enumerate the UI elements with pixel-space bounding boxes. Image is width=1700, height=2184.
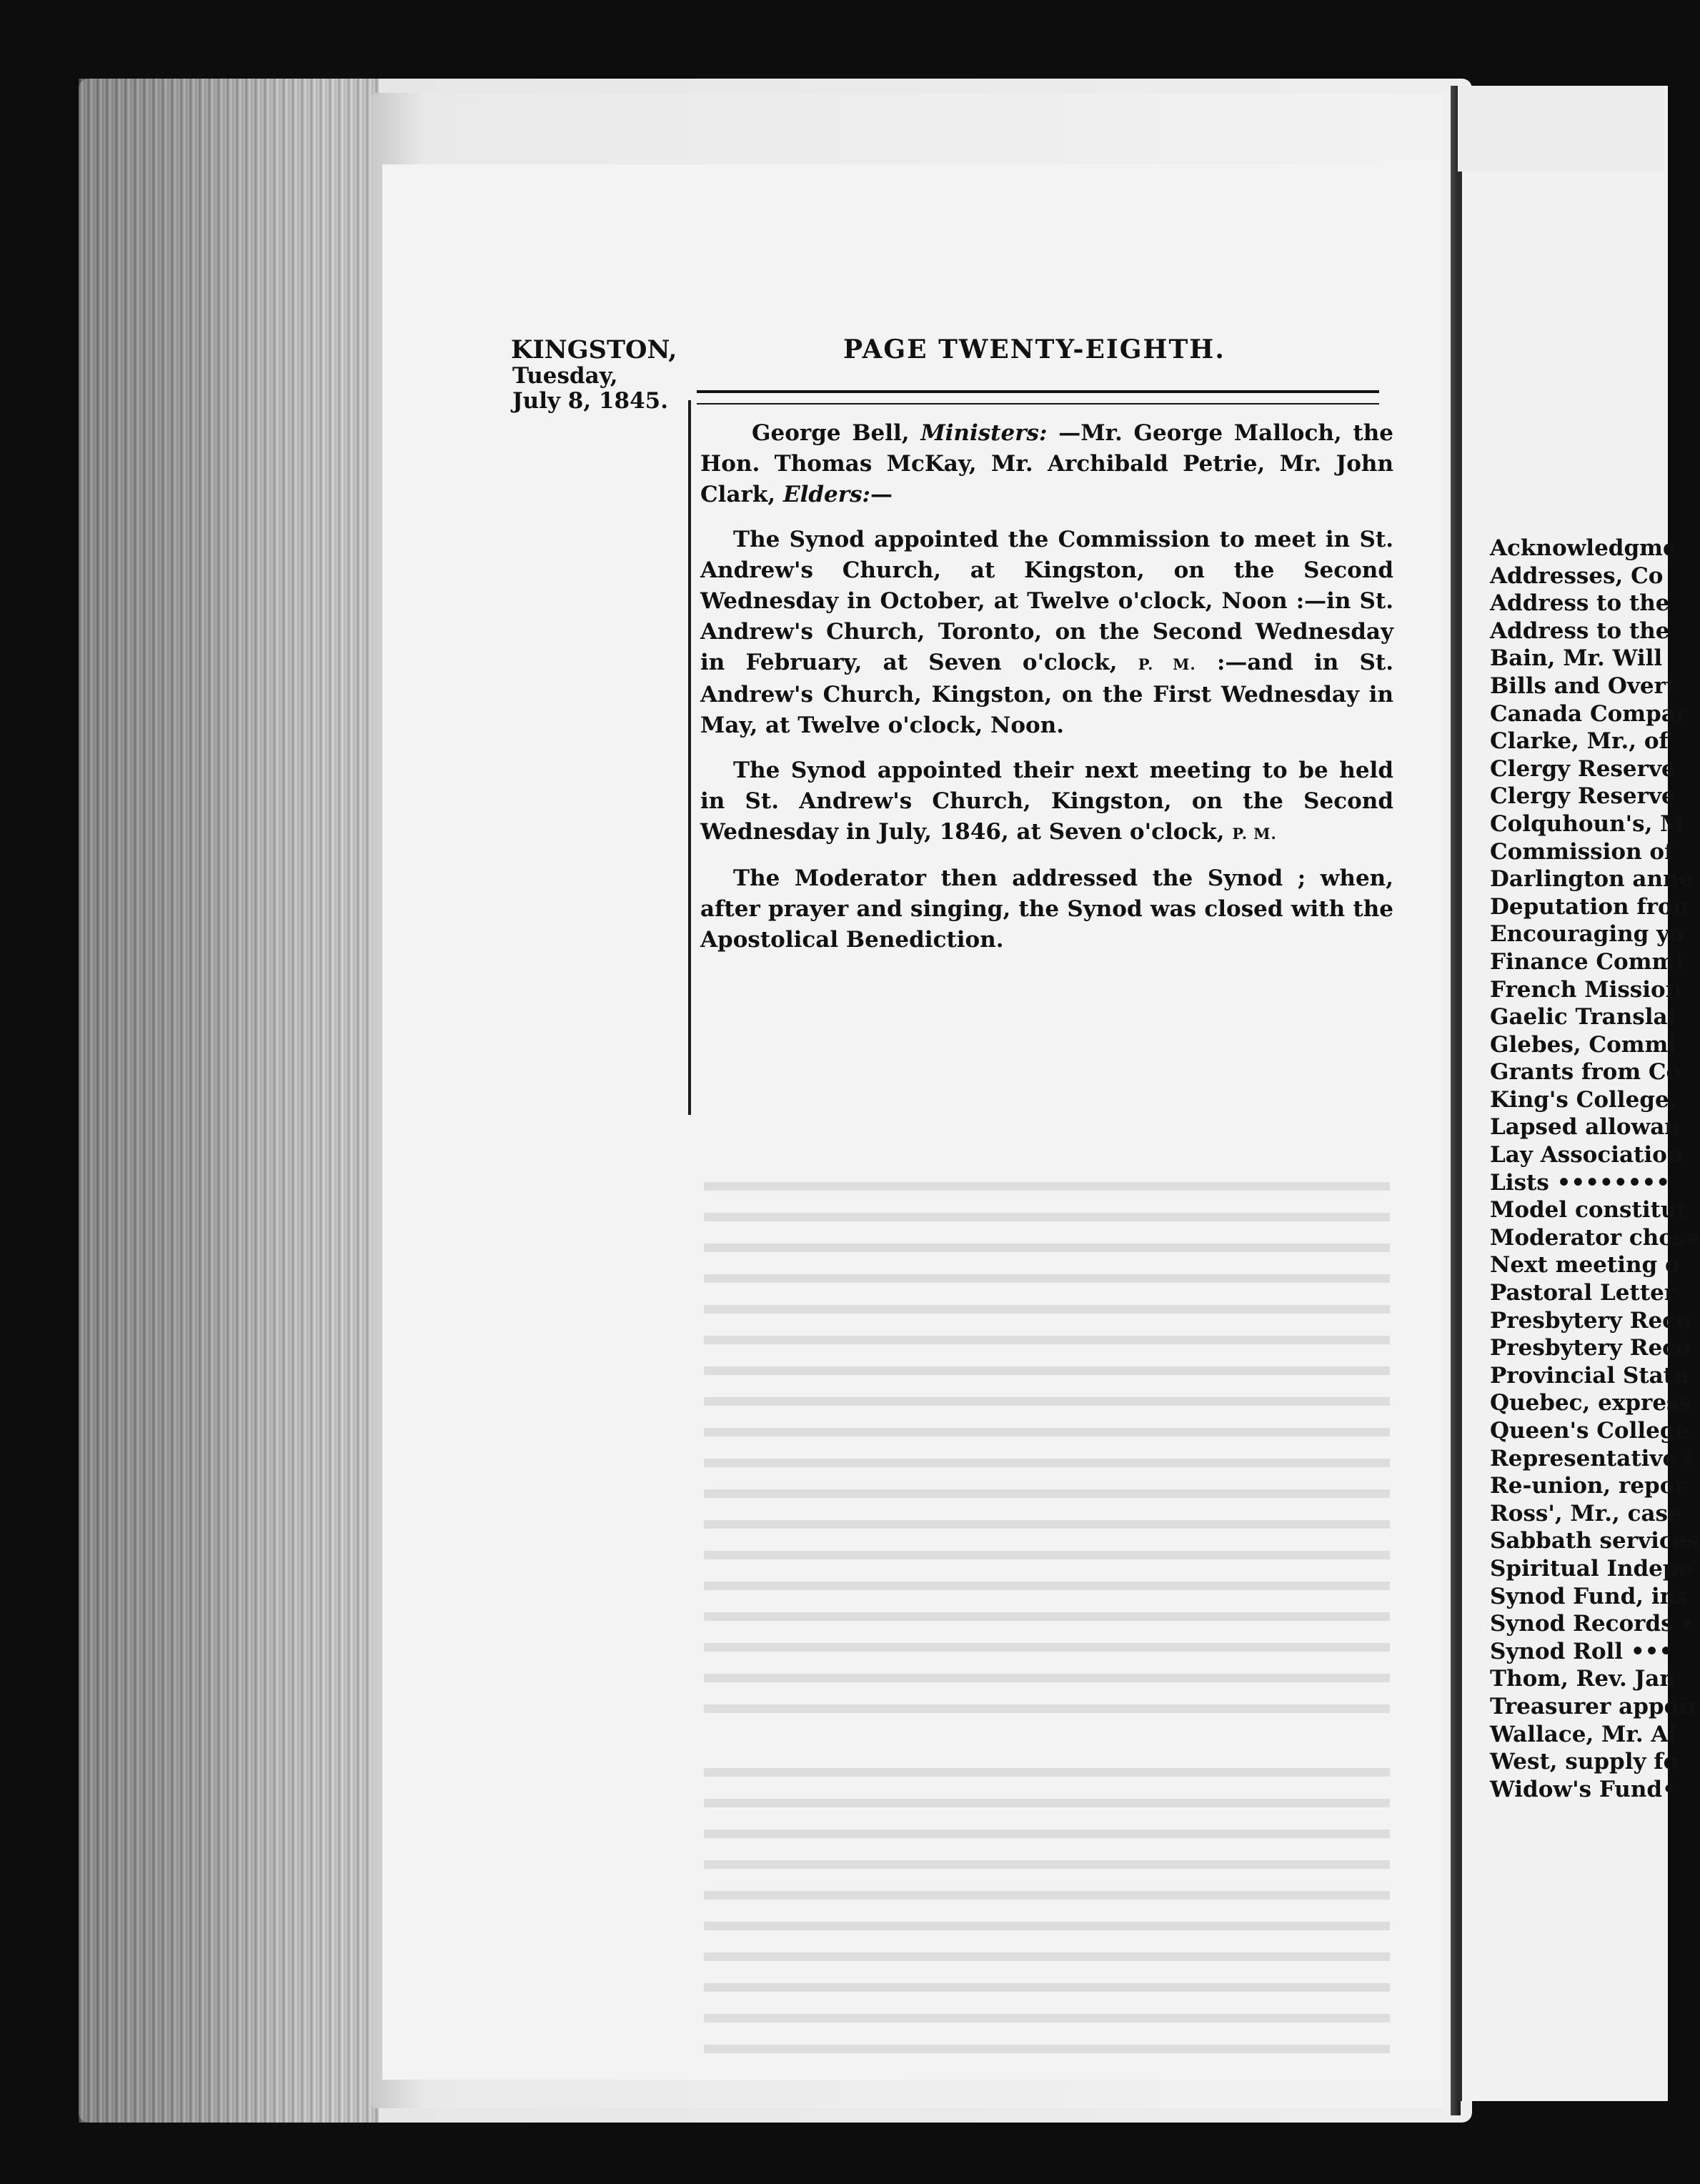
paragraph-commission <box>700 525 1393 741</box>
index-entry: Pastoral Letter <box>1490 1280 1676 1306</box>
index-entry: Moderator chose <box>1490 1224 1700 1251</box>
index-entry: Finance Commi <box>1490 948 1684 975</box>
bleed-through-texture <box>704 1172 1390 1729</box>
index-entry: Queen's College <box>1490 1418 1690 1444</box>
text-run: —Mr. George Malloch, the Hon. Thomas McKay, Mr. Archibald Petrie, Mr. John Clark, <box>700 420 1393 507</box>
text-run: — <box>870 482 893 507</box>
index-entry: Glebes, Commi <box>1490 1031 1677 1058</box>
index-entry: Sabbath services <box>1490 1528 1699 1554</box>
index-list <box>1490 535 1700 1803</box>
index-entry: Lapsed allowan <box>1490 1114 1681 1141</box>
index-entry: Widow's Fund• <box>1490 1776 1676 1802</box>
index-entry: Lists •••••••• <box>1490 1169 1671 1196</box>
index-entry: Encouraging yo <box>1490 921 1684 948</box>
index-entry: Clergy Reserve <box>1490 755 1676 782</box>
index-entry: Darlington anne <box>1490 866 1694 893</box>
index-entry: Clergy Reserve <box>1490 783 1676 810</box>
index-entry: Re-union, repor <box>1490 1473 1686 1499</box>
index-entry: Next meeting o <box>1490 1252 1680 1279</box>
text-run: The Synod appointed their next meeting to be held in St. Andrew's Church, Kingston, on the Second Wednesday in July, 1846, at Seven o'clock, <box>700 758 1393 845</box>
paragraph-next-meeting <box>700 755 1393 849</box>
index-entry: Provincial Statu <box>1490 1362 1690 1389</box>
index-entry: Wallace, Mr. Al <box>1490 1721 1677 1747</box>
bleed-through-texture-lower <box>704 1758 1390 2058</box>
index-entry: Synod Records • <box>1490 1611 1696 1637</box>
index-entry: Grants from Co <box>1490 1059 1681 1086</box>
body-text <box>700 418 1393 970</box>
right-page-top <box>1458 86 1664 172</box>
index-entry: Synod Roll ••• <box>1490 1638 1674 1664</box>
title-double-rule <box>697 390 1379 404</box>
text-run: :—and in St. Andrew's Church, Kingston, on the First Wednesday in May, at Twelve o'clock, Noon. <box>700 650 1394 738</box>
page-title: PAGE TWENTY-EIGHTH. <box>843 334 1226 364</box>
index-entry: Spiritual Indepe <box>1490 1555 1693 1582</box>
index-entry: Canada Compar <box>1490 700 1688 727</box>
index-entry: Quebec, express <box>1490 1390 1691 1416</box>
italic-label-elders: Elders: <box>782 482 870 507</box>
index-entry: Synod Fund, ins <box>1490 1583 1689 1609</box>
index-entry: Commission of <box>1490 838 1674 865</box>
index-entry: Acknowledgme <box>1490 535 1677 561</box>
index-entry: Presbytery Reco <box>1490 1307 1691 1334</box>
text-run: The Synod appointed the Commission to meet in St. Andrew's Church, at Kingston, on the Second Wednesday in October, at Twelve o'clock, Noon :—in St. Andrew's Church, Toronto, on the Second Wednesday in February, at Seven o'clock, <box>700 527 1393 675</box>
paragraph-members <box>700 418 1393 510</box>
text-run: George Bell, <box>752 420 921 446</box>
column-rule <box>688 400 691 1115</box>
index-entry: King's College, <box>1490 1086 1677 1113</box>
margin-day: Tuesday, <box>512 363 618 389</box>
index-entry: Gaelic Translat <box>1490 1004 1678 1031</box>
text-run: The Moderator then addressed the Synod ; when, after prayer and singing, the Synod was closed with the Apostolical Benediction. <box>700 865 1393 953</box>
index-entry: French Mission <box>1490 976 1682 1003</box>
index-entry: Presbytery Reco <box>1490 1335 1691 1361</box>
index-entry: Ross', Mr., case <box>1490 1500 1682 1527</box>
index-entry: Thom, Rev. Jan <box>1490 1666 1676 1692</box>
index-entry: West, supply fo <box>1490 1749 1679 1775</box>
index-entry: Deputation fron <box>1490 893 1689 920</box>
page-edges <box>79 79 379 2123</box>
index-entry: Bain, Mr. Will <box>1490 645 1663 672</box>
index-entry: Colquhoun's, M <box>1490 810 1685 837</box>
small-caps-pm: P. M. <box>1232 825 1277 843</box>
italic-label-ministers: Ministers: <box>920 420 1048 446</box>
margin-date: July 8, 1845. <box>512 387 669 414</box>
small-caps-pm: P. M. <box>1138 655 1196 673</box>
index-entry: Bills and Overt <box>1490 672 1676 699</box>
index-entry: Addresses, Co <box>1490 562 1664 589</box>
margin-city: KINGSTON, <box>511 335 677 364</box>
index-entry: Address to the <box>1490 590 1670 617</box>
index-entry: Treasurer appoir <box>1490 1693 1699 1719</box>
index-entry: Model constitut <box>1490 1197 1687 1223</box>
index-entry: Clarke, Mr., of <box>1490 728 1669 755</box>
index-entry: Representative I <box>1490 1445 1695 1471</box>
index-entry: Address to the <box>1490 617 1670 644</box>
paragraph-closing <box>700 863 1393 955</box>
marginal-running-head <box>511 336 690 414</box>
index-entry: Lay Association <box>1490 1142 1684 1168</box>
